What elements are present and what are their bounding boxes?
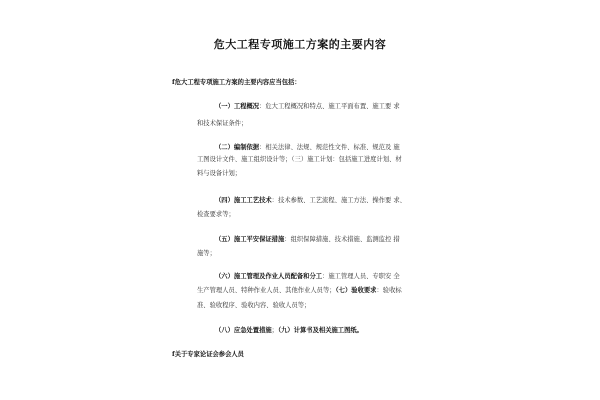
experts-heading: f关于专家论证会参会人员 — [172, 351, 244, 358]
section-7-text: ：验收标 — [376, 287, 402, 294]
section-7-line-2: 准、验收程序、验收内容、验收人员等； — [197, 302, 311, 309]
section-4-label: （四）施工工艺技术 — [215, 197, 272, 204]
section-9-label: （九）计算书及相关施工图纸。 — [277, 327, 363, 334]
section-2-line-3: 料与设备计划； — [197, 170, 242, 177]
section-2-line-2: 工图设计文件、施工组织设计等；（三）施工计划：包括施工进度计划、材 — [197, 156, 402, 163]
section-6-text-2: 生产管理人员、特种作业人员、其他作业人员等； — [197, 287, 336, 294]
section-6-line-1 — [215, 273, 400, 281]
section-1-line-1 — [215, 103, 400, 111]
section-6-text: ：施工管理人员、专职安 全 — [322, 273, 400, 280]
section-8-label: （八）应急处置措施 — [215, 327, 272, 334]
section-4-line-1 — [215, 197, 406, 205]
section-2-label: （二）编制依据 — [215, 144, 260, 151]
section-4-text: ：技术参数、工艺流程、施工方法、操作要 求、 — [271, 197, 406, 204]
section-8-line-1 — [215, 327, 363, 335]
intro-line: f危大工程专项施工方案的主要内容应当包括： — [172, 79, 301, 86]
section-2-line-1 — [215, 144, 400, 152]
section-5-line-1 — [215, 236, 400, 244]
section-1-text: ：危大工程概况和特点、施工平面布置、施工要 求 — [259, 103, 400, 110]
section-7-label: （七）验收要求 — [335, 287, 377, 294]
section-6-line-2 — [197, 287, 402, 295]
section-2-text: ：相关法律、法规、规范性文件、标准、规范及 施 — [259, 144, 400, 151]
section-1-label: （一）工程概况 — [215, 103, 260, 110]
section-6-label: （六）施工管理及作业人员配备和分工 — [215, 273, 323, 280]
section-1-line-2: 和技术保证条件； — [197, 120, 248, 127]
section-5-text: ：组织保障措施、技术措施、监测监控 措 — [284, 236, 400, 243]
section-5-line-2: 施等； — [197, 250, 216, 257]
section-5-label: （五）施工平安保证措施 — [215, 236, 285, 243]
section-4-line-2: 检查要求等； — [197, 211, 235, 218]
page-title: 危大工程专项施工方案的主要内容 — [213, 38, 387, 51]
section-8-separator: ； — [271, 327, 278, 334]
